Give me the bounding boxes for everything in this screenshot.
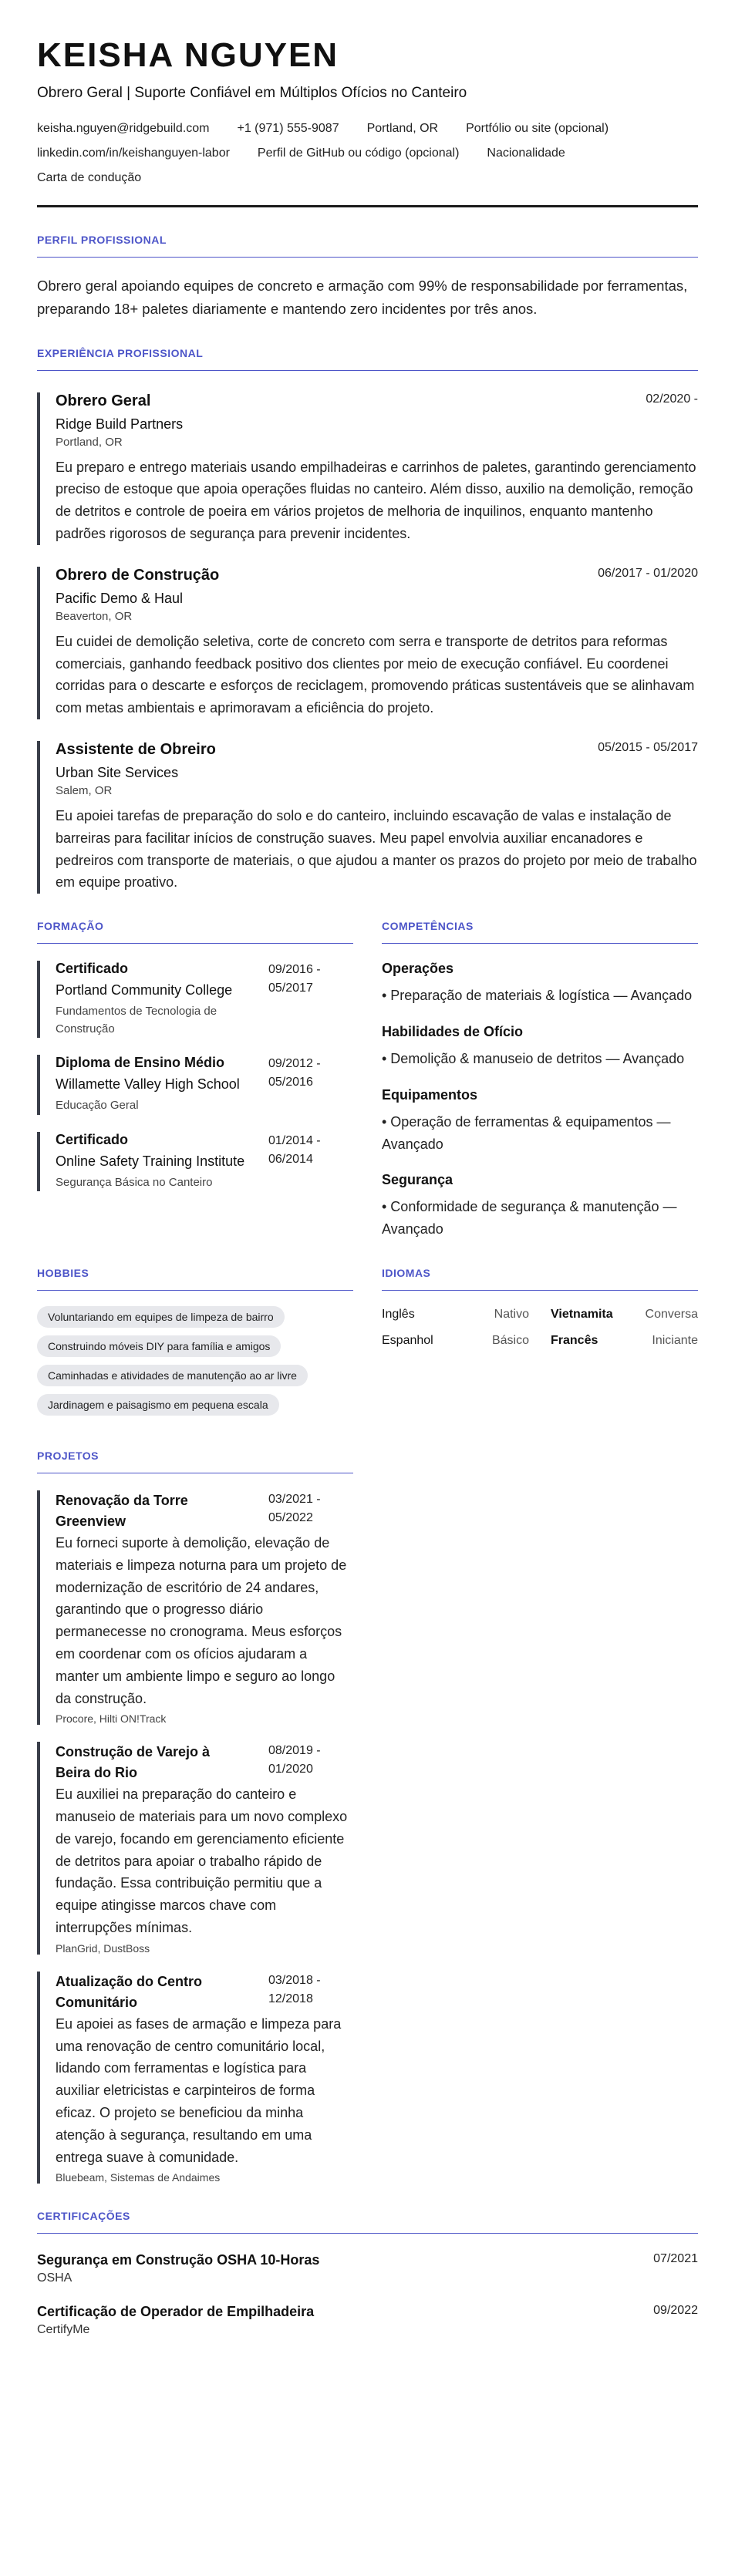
education-skills-row [37, 920, 698, 1241]
contact-phone[interactable]: +1 (971) 555-9087 [237, 122, 339, 136]
section-divider [37, 370, 698, 371]
education-entry [37, 1055, 353, 1115]
certification-date: 09/2022 [653, 2304, 698, 2318]
certification-issuer: OSHA [37, 2271, 72, 2285]
profile-section [37, 234, 698, 320]
job-description: Eu preparo e entrego materiais usando empilhadeiras e carrinhos de paletes, garantindo gerenciamento preciso de estoque que apoia operações fluidas no canteiro. Além disso, auxilio na demolição, remoção de detritos e controle de poeira em vários projetos de melhoria de inquilinos, enquanto mantenho padrões rigorosos de segurança para prevenir incidentes. [56, 459, 696, 541]
job-title: Obrero de Construção [56, 566, 220, 584]
job-description: Eu cuidei de demolição seletiva, corte de concreto com serra e transporte de detritos para reformas comerciais, ganhando feedback positivo dos clientes por meio de execução confiável. Eu coordenei corridas para o descarte e esforços de reciclagem, promovendo práticas sustentáveis que se alinhavam com metas ambientais e aprimoravam a eficiência do projeto. [56, 633, 695, 716]
project-name: Construção de Varejo à Beira do Rio [56, 1744, 211, 1781]
section-title: CERTIFICAÇÕES [37, 2210, 130, 2223]
school-name: Portland Community College [56, 982, 233, 998]
certification-entry [37, 2252, 698, 2285]
certification-issuer: CertifyMe [37, 2323, 90, 2337]
language-name: Espanhol [382, 1333, 433, 1347]
language-level: Básico [491, 1333, 529, 1347]
project-dates: 03/2018 - 12/2018 [268, 1973, 321, 2005]
experience-entry [37, 741, 698, 894]
field-of-study: Educação Geral [56, 1099, 139, 1113]
degree: Certificado [56, 961, 129, 977]
company-name: Ridge Build Partners [56, 416, 184, 432]
certification-name: Certificação de Operador de Empilhadeira [37, 2304, 315, 2320]
school-name: Willamette Valley High School [56, 1076, 240, 1093]
contact-portfolio[interactable]: Portfólio ou site (opcional) [466, 122, 609, 136]
language-item [551, 1308, 698, 1322]
skill-item: • Preparação de materiais & logística — Avançado [382, 988, 693, 1004]
section-title: EXPERIÊNCIA PROFISSIONAL [37, 346, 204, 359]
hobby-tag: Construindo móveis DIY para família e amigos [37, 1335, 281, 1357]
contact-github[interactable]: Perfil de GitHub ou código (opcional) [257, 146, 460, 160]
job-dates: 06/2017 - 01/2020 [598, 566, 698, 580]
section-title: PERFIL PROFISSIONAL [37, 234, 167, 247]
certification-date: 07/2021 [653, 2252, 698, 2266]
hobby-tag: Jardinagem e paisagismo em pequena escala [37, 1394, 279, 1416]
section-divider [37, 2233, 698, 2234]
language-name: Francês [551, 1333, 598, 1347]
certifications-section [37, 2210, 698, 2337]
education-section [37, 920, 353, 1241]
job-title: Obrero Geral [56, 392, 151, 409]
certification-entry [37, 2304, 698, 2337]
project-entry [37, 1742, 353, 1955]
language-list [382, 1308, 698, 1348]
company-name: Pacific Demo & Haul [56, 590, 184, 606]
job-title: Assistente de Obreiro [56, 740, 216, 758]
project-name: Atualização do Centro Comunitário [56, 1973, 203, 2010]
section-title: COMPETÊNCIAS [382, 920, 474, 933]
section-title: PROJETOS [37, 1449, 99, 1462]
language-item [382, 1308, 529, 1322]
degree: Certificado [56, 1131, 129, 1147]
skill-item: • Demolição & manuseio de detritos — Avançado [382, 1050, 685, 1066]
skill-category: Equipamentos [382, 1086, 478, 1103]
project-description: Eu apoiei as fases de armação e limpeza para uma renovação de centro comunitário local, lidando com ferramentas e logística para auxiliar eletricistas e carpinteiros de forma eficaz. O projeto se beneficiou da minha atenção à segurança, resultando em uma entrega suave à comunidade. [56, 2015, 342, 2165]
degree: Diploma de Ensino Médio [56, 1055, 225, 1071]
skill-category: Segurança [382, 1172, 453, 1188]
language-item [551, 1334, 698, 1348]
section-title: FORMAÇÃO [37, 920, 104, 933]
language-name: Inglês [382, 1307, 415, 1321]
profile-summary: Obrero geral apoiando equipes de concreto e armação com 99% de responsabilidade por ferramentas, preparando 18+ paletes diariamente e mantendo zero incidentes por três anos. [37, 278, 688, 317]
hobby-tag: Caminhadas e atividades de manutenção ao ar livre [37, 1365, 308, 1386]
field-of-study: Segurança Básica no Canteiro [56, 1175, 213, 1189]
hobby-tag: Voluntariando em equipes de limpeza de bairro [37, 1306, 285, 1328]
job-dates: 02/2020 - [646, 392, 698, 406]
contact-linkedin[interactable]: linkedin.com/in/keishanguyen-labor [37, 146, 230, 160]
candidate-name: KEISHA NGUYEN [37, 36, 339, 74]
project-entry [37, 1490, 353, 1725]
hobbies-languages-row [37, 1267, 698, 1423]
job-description: Eu apoiei tarefas de preparação do solo e do canteiro, incluindo escavação de valas e instalação de barreiras para facilitar inícios de construção suaves. Meu papel envolvia auxiliar encanadores e pedreiros com transporte de materiais, o que ajudou a manter os prazos do projeto por meio de trabalho em equipe proativo. [56, 807, 697, 891]
education-entry [37, 961, 353, 1038]
project-tools: PlanGrid, DustBoss [56, 1941, 150, 1955]
project-description: Eu auxiliei na preparação do canteiro e manuseio de materiais para um novo complexo de varejo, focando em gerenciamento eficiente de detritos para apoiar o trabalho rápido de fundação. Essa contribuição permitiu que a equipe atingisse marcos chave com interrupções mínimas. [56, 1786, 348, 1936]
header-divider [37, 205, 698, 207]
education-dates: 01/2014 - 06/2014 [268, 1133, 321, 1166]
project-dates: 03/2021 - 05/2022 [268, 1492, 321, 1524]
section-divider [37, 943, 353, 944]
job-location: Salem, OR [56, 783, 113, 797]
project-tools: Bluebeam, Sistemas de Andaimes [56, 2171, 221, 2184]
job-dates: 05/2015 - 05/2017 [598, 740, 698, 754]
experience-entry [37, 392, 698, 545]
certification-name: Segurança em Construção OSHA 10-Horas [37, 2252, 320, 2268]
job-location: Portland, OR [56, 435, 123, 449]
skill-category: Habilidades de Ofício [382, 1023, 524, 1039]
section-divider [382, 1290, 698, 1291]
section-divider [382, 943, 698, 944]
education-entry [37, 1132, 353, 1192]
language-item [382, 1334, 529, 1348]
language-level: Iniciante [652, 1333, 698, 1347]
project-description: Eu forneci suporte à demolição, elevação de materiais e limpeza noturna para um projeto de modernização de escritório de 24 andares, garantindo que o progresso diário permanecesse no cronograma. Meus esforços em coordenar com os ofícios ajudaram a manter um ambiente limpo e seguro ao longo da construção. [56, 1534, 347, 1706]
skill-item: • Operação de ferramentas & equipamentos — Avançado [382, 1113, 671, 1152]
section-title: IDIOMAS [382, 1266, 431, 1279]
contact-email[interactable]: keisha.nguyen@ridgebuild.com [37, 122, 210, 136]
company-name: Urban Site Services [56, 764, 179, 780]
skills-section [382, 920, 698, 1241]
school-name: Online Safety Training Institute [56, 1153, 245, 1169]
hobbies-section [37, 1267, 353, 1423]
section-title: HOBBIES [37, 1266, 89, 1279]
project-name: Renovação da Torre Greenview [56, 1492, 188, 1529]
project-dates: 08/2019 - 01/2020 [268, 1744, 321, 1776]
field-of-study: Fundamentos de Tecnologia de Construção [56, 1005, 217, 1035]
experience-section [37, 347, 698, 894]
contact-location: Portland, OR [366, 122, 439, 136]
language-level: Conversa [645, 1307, 698, 1321]
contact-nationality: Nacionalidade [487, 146, 565, 160]
contact-license: Carta de condução [37, 171, 142, 185]
language-level: Nativo [494, 1307, 529, 1321]
skill-item: • Conformidade de segurança & manutenção — Avançado [382, 1199, 677, 1237]
project-entry [37, 1972, 353, 2184]
projects-section [37, 1450, 698, 2184]
education-dates: 09/2016 - 05/2017 [268, 963, 321, 995]
headline: Obrero Geral | Suporte Confiável em Múltiplos Ofícios no Canteiro [37, 85, 467, 102]
section-divider [37, 257, 698, 258]
language-name: Vietnamita [551, 1307, 613, 1321]
education-dates: 09/2012 - 05/2016 [268, 1057, 321, 1089]
hobby-tags [37, 1306, 353, 1423]
skill-category: Operações [382, 961, 454, 977]
project-tools: Procore, Hilti ON!Track [56, 1712, 167, 1726]
experience-entry [37, 567, 698, 719]
job-location: Beaverton, OR [56, 609, 133, 623]
section-divider [37, 1290, 353, 1291]
languages-section [382, 1267, 698, 1423]
contact-info [37, 122, 698, 185]
